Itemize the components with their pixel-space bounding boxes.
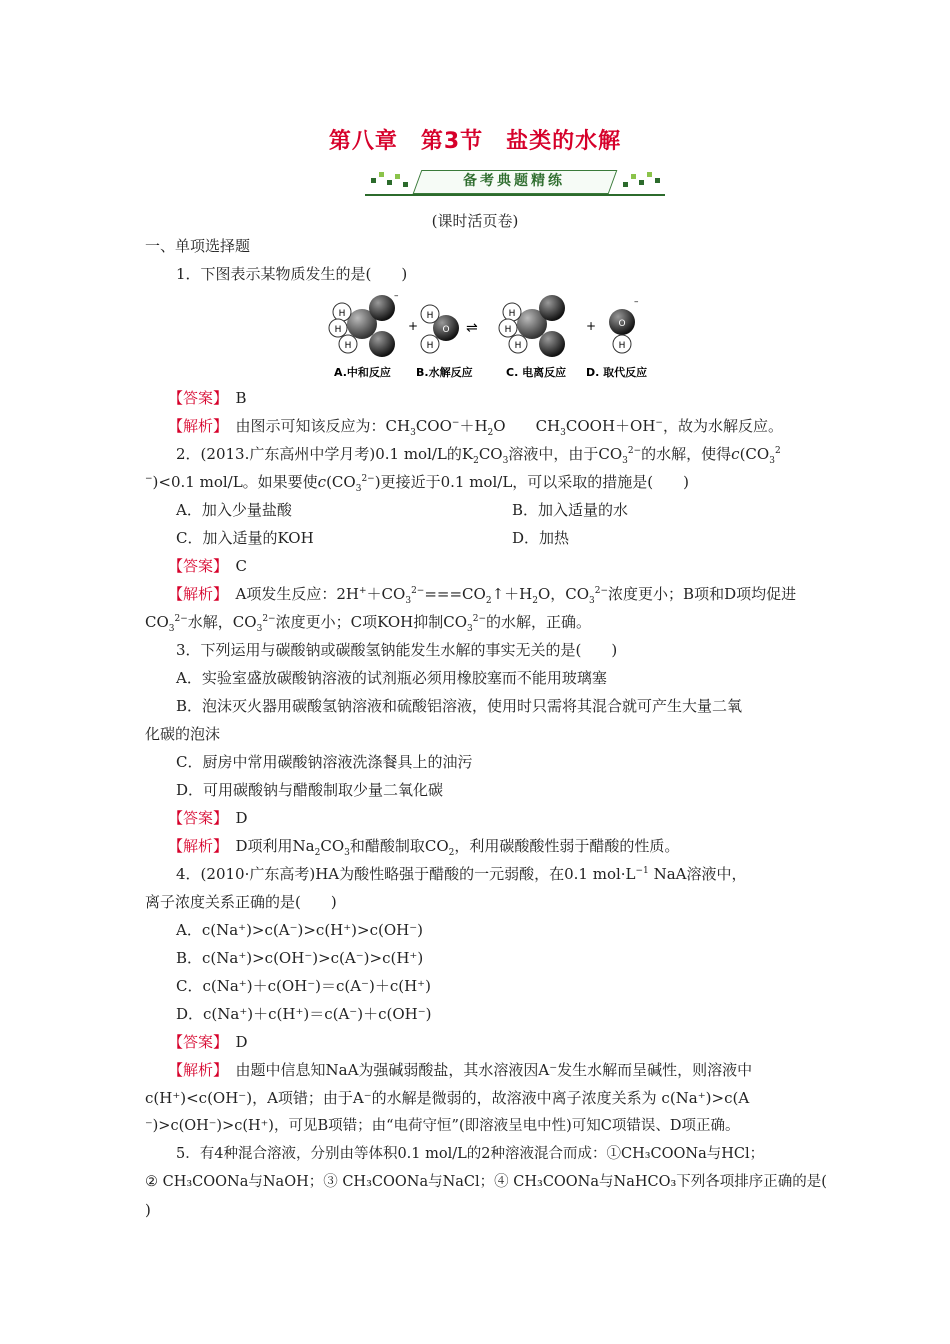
banner-dot — [403, 182, 408, 187]
analysis-text: ↑＋H — [491, 585, 533, 603]
analysis-text: 由图示可知该反应为：CH — [235, 417, 411, 435]
section-heading: 一、单项选择题 — [145, 237, 251, 255]
analysis-4 — [168, 1060, 838, 1080]
banner-dot — [631, 174, 636, 179]
equilibrium-arrow: ⇌ — [466, 320, 478, 336]
figure-option-b: B.水解反应 — [416, 366, 473, 379]
analysis-text: CO — [145, 613, 169, 631]
atom-label: H — [504, 325, 512, 335]
option-d: D．加热 — [512, 529, 570, 547]
analysis-text: 浓度更小；C项KOH抑制CO — [275, 613, 468, 631]
oxygen-atom — [369, 295, 395, 321]
analysis-text: CO — [320, 837, 345, 855]
banner-dot — [387, 180, 392, 185]
analysis-text: 的水解，正确。 — [486, 613, 592, 631]
charge-label: – — [634, 297, 639, 307]
question-5-stem-cont: ② CH₃COONa与NaOH；③ CH₃COONa与NaCl；④ CH₃COONa与NaHCO₃下列各项排序正确的是( — [145, 1174, 827, 1190]
question-4-option-c: C．c(Na⁺)＋c(OH⁻)＝c(A⁻)＋c(H⁺) — [176, 977, 431, 995]
stem-text: (CO — [739, 445, 770, 463]
atom-label: O — [618, 319, 626, 329]
answer-value: C — [235, 557, 248, 575]
analysis-tag: 【解析】 — [168, 417, 221, 435]
stem-text: 4．(2010·广东高考)HA为酸性略强于醋酸的一元弱酸，在0.1 mol·L — [176, 865, 636, 883]
analysis-text: ===CO — [424, 585, 486, 603]
option-a: A．加入少量盐酸 — [176, 501, 292, 519]
answer-1 — [168, 388, 838, 408]
question-3-option-c: C．厨房中常用碳酸钠溶液洗涤餐具上的油污 — [176, 753, 473, 771]
analysis-text: O CH — [493, 417, 561, 435]
analysis-tag: 【解析】 — [168, 1061, 221, 1079]
banner-dot — [395, 174, 400, 179]
stem-text: NaA溶液中， — [653, 865, 747, 883]
analysis-text: 水解，CO — [187, 613, 257, 631]
atom-label: H — [426, 341, 434, 351]
analysis-tag: 【解析】 — [168, 837, 221, 855]
question-3-option-d: D．可用碳酸钠与醋酸制取少量二氧化碳 — [176, 781, 444, 799]
question-4-stem-cont: 离子浓度关系正确的是( ) — [145, 893, 337, 911]
molecule-figure — [320, 290, 660, 382]
answer-value: D — [235, 809, 248, 827]
stem-text: (CO — [326, 473, 356, 491]
question-3-stem: 3．下列运用与碳酸钠或碳酸氢钠能发生水解的事实无关的是( ) — [176, 641, 618, 659]
plus-sign: + — [586, 319, 597, 333]
question-4-option-a: A．c(Na⁺)>c(A⁻)>c(H⁺)>c(OH⁻) — [176, 921, 423, 939]
section-banner — [365, 166, 665, 196]
question-3-option-a: A．实验室盛放碳酸钠溶液的试剂瓶必须用橡胶塞而不能用玻璃塞 — [176, 669, 607, 687]
analysis-text: D项利用Na — [235, 837, 315, 855]
banner-dot — [647, 172, 652, 177]
answer-3 — [168, 808, 838, 828]
option-c: C．加入适量的KOH — [176, 529, 314, 547]
option-b: B．加入适量的水 — [512, 501, 629, 519]
answer-value: D — [235, 1033, 248, 1051]
question-4-option-b: B．c(Na⁺)>c(OH⁻)>c(A⁻)>c(H⁺) — [176, 949, 424, 967]
analysis-1: 【解析】 由图示可知该反应为：$CH_3COO^-+H_2O$ $CH_3COOH+OH^-$，故为水解反应。 — [168, 417, 783, 438]
stem-text: )更接近于0.1 mol/L，可以采取的措施是( ) — [374, 473, 689, 491]
banner-underline — [365, 194, 665, 196]
question-2-stem: 2．(2013.广东高州中学月考)0.1 mol/L的$K_2CO_3$溶液中，由于$CO_3^{2-}$的水解，使得$c(CO_3^2$ — [176, 445, 781, 466]
stem-text: 2．(2013.广东高州中学月考)0.1 mol/L的K — [176, 445, 474, 463]
banner-dot — [623, 182, 628, 187]
analysis-text: ，利用碳酸酸性弱于醋酸的性质。 — [454, 837, 680, 855]
question-2-options-ab — [176, 500, 846, 520]
question-2-options-cd — [176, 528, 846, 548]
answer-tag: 【答案】 — [168, 1033, 221, 1051]
atom-label: H — [338, 309, 346, 319]
page-title: 第八章 第3节 盐类的水解 — [328, 129, 622, 154]
figure-option-a: A.中和反应 — [334, 366, 391, 379]
answer-tag: 【答案】 — [168, 809, 221, 827]
stem-text: CO — [478, 445, 503, 463]
atom-label: H — [426, 311, 434, 321]
stem-text: )<0.1 mol/L。如果要使 — [152, 473, 318, 491]
plus-sign: + — [408, 319, 419, 333]
analysis-text: 由题中信息知NaA为强碱弱酸盐，其水溶液因A⁻发生水解而呈碱性，则溶液中 — [235, 1061, 753, 1079]
question-3-option-b-cont: 化碳的泡沫 — [145, 725, 221, 743]
analysis-text: COO — [415, 417, 452, 435]
oxygen-atom — [369, 331, 395, 357]
banner-dot — [655, 178, 660, 183]
analysis-2-cont: $CO_3^{2-}$水解，$CO_3^{2-}$浓度更小；C项KOH抑制$CO_3^{2-}$的水解，正确。 — [145, 613, 592, 634]
analysis-text: COOH＋OH — [565, 417, 656, 435]
analysis-text: ＋CO — [366, 585, 406, 603]
answer-2 — [168, 556, 838, 576]
charge-label: – — [394, 291, 399, 301]
question-4-stem: 4．(2010·广东高考)HA为酸性略强于醋酸的一元弱酸，在0.1 $mol\cdot L^{-1}$ NaA溶液中， — [176, 865, 747, 883]
analysis-2: 【解析】 A项发生反应：$2H^++CO_3^{2-}===CO_2↑+H_2O$，$CO_3^{2-}$浓度更小；B项和D项均促进 — [168, 585, 797, 606]
question-4-option-d: D．c(Na⁺)＋c(H⁺)＝c(A⁻)＋c(OH⁻) — [176, 1005, 432, 1023]
question-5-stem-end: ) — [145, 1201, 151, 1219]
oxygen-atom — [539, 331, 565, 357]
analysis-text: A项发生反应：2H — [235, 585, 359, 603]
banner-dot — [639, 180, 644, 185]
atom-label: H — [514, 341, 522, 351]
answer-tag: 【答案】 — [168, 557, 221, 575]
subtitle: (课时活页卷) — [431, 212, 519, 230]
atom-label: O — [442, 325, 450, 335]
analysis-4-cont: c(H⁺)<c(OH⁻)，A项错；由于A⁻的水解是微弱的，故溶液中离子浓度关系为 c(Na⁺)>c(A — [145, 1089, 750, 1107]
stem-text: 的水解，使得 — [641, 445, 732, 463]
stem-text: 溶液中，由于CO — [508, 445, 623, 463]
analysis-text: 和醋酸制取CO — [349, 837, 449, 855]
banner-dot — [379, 172, 384, 177]
banner-dot — [371, 178, 376, 183]
atom-label: H — [344, 341, 352, 351]
atom-label: H — [618, 341, 626, 351]
answer-4 — [168, 1032, 838, 1052]
analysis-text: ＋H — [459, 417, 488, 435]
question-3-option-b: B．泡沫灭火器用碳酸氢钠溶液和硫酸铝溶液，使用时只需将其混合就可产生大量二氧 — [176, 697, 743, 715]
atom-label: H — [334, 325, 342, 335]
banner-text: 备考典题精练 — [463, 173, 565, 189]
analysis-3: 【解析】 D项利用$Na_2CO_3$和醋酸制取$CO_2$，利用碳酸酸性弱于醋酸的性质。 — [168, 837, 680, 858]
oxygen-atom — [539, 295, 565, 321]
figure-option-c: C. 电离反应 — [506, 366, 567, 379]
analysis-4-cont: ⁻)>c(OH⁻)>c(H⁺)，可见B项错；由“电荷守恒”(即溶液呈电中性)可知C项错误、D项正确。 — [145, 1118, 740, 1134]
question-5-stem: 5．有4种混合溶液，分别由等体积0.1 mol/L的2种溶液混合而成：①CH₃COONa与HCl； — [176, 1146, 765, 1162]
question-1-stem: 1．下图表示某物质发生的是( ) — [176, 265, 408, 283]
analysis-tag: 【解析】 — [168, 585, 221, 603]
atom-label: H — [508, 309, 516, 319]
answer-value: B — [235, 389, 247, 407]
analysis-text: 浓度更小；B项和D项均促进 — [608, 585, 797, 603]
answer-tag: 【答案】 — [168, 389, 221, 407]
analysis-text: ，故为水解反应。 — [662, 417, 783, 435]
question-2-stem-cont: −)<0.1 mol/L。如果要使$c(CO_3^{2-})$更接近于0.1 mol/L，可以采取的措施是( ) — [145, 473, 689, 494]
figure-option-d: D. 取代反应 — [586, 366, 648, 379]
analysis-text: O，CO — [537, 585, 590, 603]
